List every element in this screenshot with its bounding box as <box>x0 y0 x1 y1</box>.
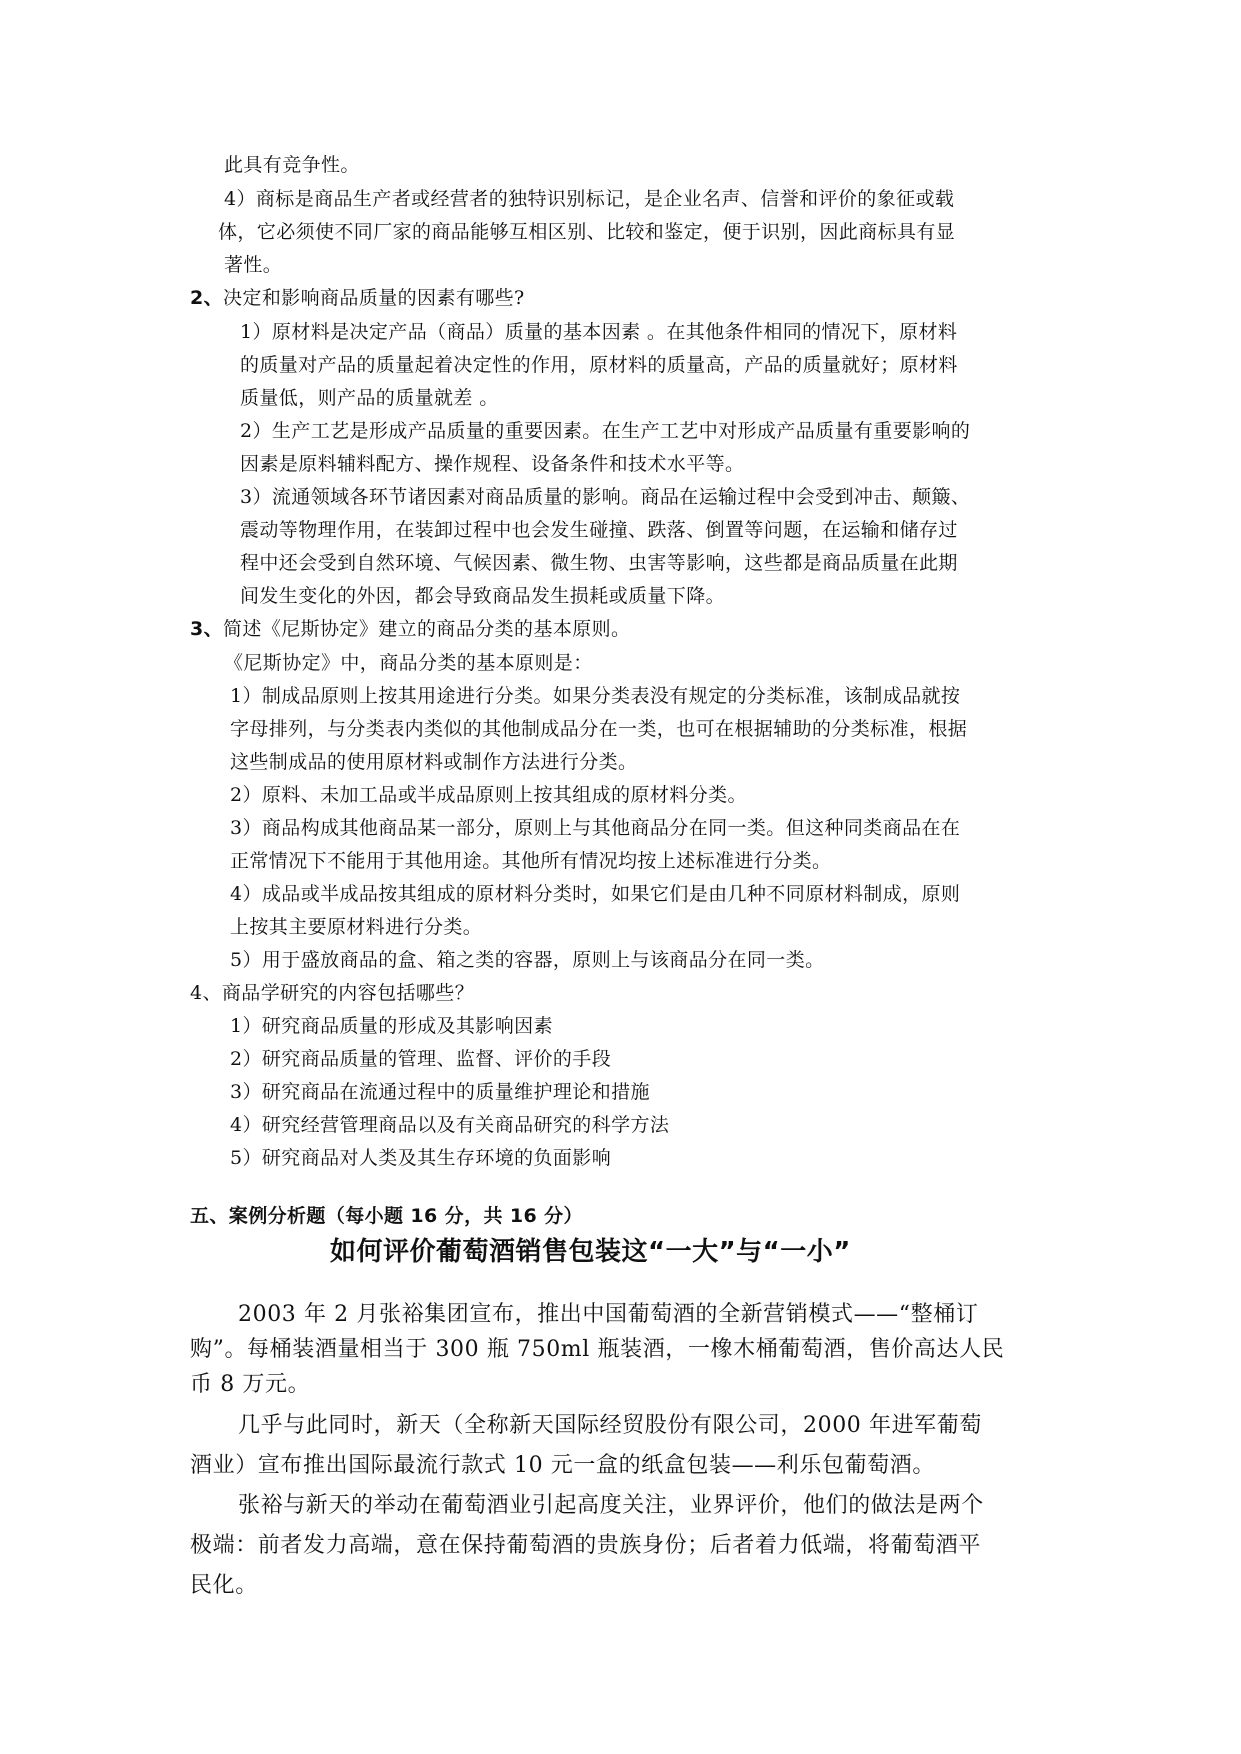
case-line-8: 民化。 <box>190 1573 258 1598</box>
q3-line-7: 4）成品或半成品按其组成的原材料分类时，如果它们是由几种不同原材料制成，原则 <box>230 883 961 905</box>
question-2-number: 2、 <box>190 287 224 309</box>
case-line-7: 极端：前者发力高端，意在保持葡萄酒的贵族身份；后者着力低端，将葡萄酒平 <box>190 1533 982 1558</box>
case-title: 如何评价葡萄酒销售包装这“一大”与“一小” <box>330 1237 851 1267</box>
q1-line-4: 著性。 <box>224 254 283 276</box>
question-4: 4、商品学研究的内容包括哪些？ <box>190 982 475 1004</box>
case-line-3: 币 8 万元。 <box>190 1372 311 1397</box>
q1-line-3: 体，它必须使不同厂家的商品能够互相区别、比较和鉴定，便于识别，因此商标具有显 <box>218 221 956 243</box>
q3-line-6: 正常情况下不能用于其他用途。其他所有情况均按上述标准进行分类。 <box>230 850 832 872</box>
case-line-4: 几乎与此同时，新天（全称新天国际经贸股份有限公司，2000 年进军葡萄 <box>238 1413 982 1438</box>
q3-line-2: 字母排列，与分类表内类似的其他制成品分在一类，也可在根据辅助的分类标准，根据 <box>230 718 968 740</box>
q2-line-8: 程中还会受到自然环境、气候因素、微生物、虫害等影响，这些都是商品质量在此期 <box>240 552 958 574</box>
q3-line-8: 上按其主要原材料进行分类。 <box>230 916 483 938</box>
q4-line-3: 3）研究商品在流通过程中的质量维护理论和措施 <box>230 1081 650 1103</box>
q3-intro: 《尼斯协定》中，商品分类的基本原则是： <box>224 652 593 674</box>
q2-line-6: 3）流通领域各环节诸因素对商品质量的影响。商品在运输过程中会受到冲击、颠簸、 <box>240 486 971 508</box>
q4-line-4: 4）研究经营管理商品以及有关商品研究的科学方法 <box>230 1114 670 1136</box>
q3-line-9: 5）用于盛放商品的盒、箱之类的容器，原则上与该商品分在同一类。 <box>230 949 825 971</box>
q2-line-9: 间发生变化的外因，都会导致商品发生损耗或质量下降。 <box>240 585 726 607</box>
q1-line-1: 此具有竞争性。 <box>224 154 360 176</box>
q4-line-1: 1）研究商品质量的形成及其影响因素 <box>230 1015 553 1037</box>
question-3-number: 3、 <box>190 618 224 640</box>
question-2 <box>190 286 525 310</box>
question-3-text: 简述《尼斯协定》建立的商品分类的基本原则。 <box>223 618 631 640</box>
case-line-6: 张裕与新天的举动在葡萄酒业引起高度关注，业界评价，他们的做法是两个 <box>238 1493 984 1518</box>
q2-line-7: 震动等物理作用，在装卸过程中也会发生碰撞、跌落、倒置等问题，在运输和储存过 <box>240 519 958 541</box>
question-2-text: 决定和影响商品质量的因素有哪些? <box>223 287 525 309</box>
q2-line-3: 质量低，则产品的质量就差 。 <box>240 387 499 409</box>
q1-line-2: 4）商标是商品生产者或经营者的独特识别标记，是企业名声、信誉和评价的象征或载 <box>224 188 955 210</box>
question-3 <box>190 617 630 641</box>
q4-line-2: 2）研究商品质量的管理、监督、评价的手段 <box>230 1048 612 1070</box>
case-line-1: 2003 年 2 月张裕集团宣布，推出中国葡萄酒的全新营销模式——“整桶订 <box>238 1302 979 1327</box>
case-line-2: 购”。每桶装酒量相当于 300 瓶 750ml 瓶装酒，一橡木桶葡萄酒，售价高达人民 <box>190 1337 1005 1362</box>
section-5-heading: 五、案例分析题（每小题 16 分，共 16 分） <box>190 1205 583 1227</box>
q3-line-5: 3）商品构成其他商品某一部分，原则上与其他商品分在同一类。但这种同类商品在在 <box>230 817 961 839</box>
case-line-5: 酒业）宣布推出国际最流行款式 10 元一盒的纸盒包装——利乐包葡萄酒。 <box>190 1453 935 1478</box>
q3-line-4: 2）原料、未加工品或半成品原则上按其组成的原材料分类。 <box>230 784 747 806</box>
q3-line-1: 1）制成品原则上按其用途进行分类。如果分类表没有规定的分类标准，该制成品就按 <box>230 685 961 707</box>
q2-line-2: 的质量对产品的质量起着决定性的作用，原材料的质量高，产品的质量就好；原材料 <box>240 354 958 376</box>
q2-line-4: 2）生产工艺是形成产品质量的重要因素。在生产工艺中对形成产品质量有重要影响的 <box>240 420 971 442</box>
q2-line-5: 因素是原料辅料配方、操作规程、设备条件和技术水平等。 <box>240 453 745 475</box>
q4-line-5: 5）研究商品对人类及其生存环境的负面影响 <box>230 1147 612 1169</box>
q2-line-1: 1）原材料是决定产品（商品）质量的基本因素 。在其他条件相同的情况下，原材料 <box>240 321 958 343</box>
q3-line-3: 这些制成品的使用原材料或制作方法进行分类。 <box>230 751 638 773</box>
